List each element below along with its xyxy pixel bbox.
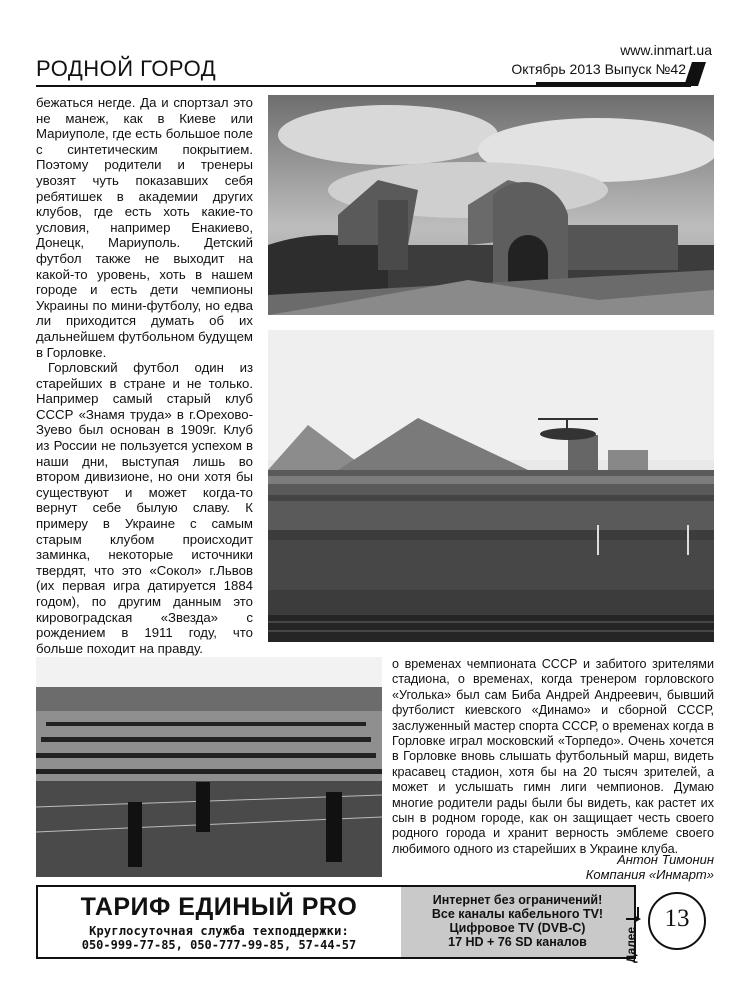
site-url: www.inmart.ua — [620, 42, 712, 58]
header-slant-bar — [536, 62, 706, 86]
next-page-arrow — [618, 905, 644, 965]
ad-support-label: Круглосуточная служба техподдержки: — [89, 924, 349, 938]
article-paragraph: бежаться негде. Да и спортзал это не манеж, как в Киеве или Мариуполе, где есть большое поле с синтетическим покрытием. Поэтому родители и тренеры увозят чуть показавших себя ребятишек в академии других клубов, где есть хоть какие-то условия, например Енакиево, Донецк, Мариуполь. Детский футбол также не выходит на какой-то уровень, хоть в нашем городе и есть дети чемпионы Украины по мини-футболу, но едва ли приходится думать об их дальнейшем футбольном будущем в Горловке. — [36, 95, 254, 360]
article-paragraph: о временах чемпионата СССР и забитого зрителями стадиона, о временах, когда тренером горловского «Уголька» был сам Биба Андрей Андреевич, бывший футболист киевского «Динамо» и сборной СССР, заслуженный мастер спорта СССР, о временах когда в Горловке играл московский «Торпедо». Очень хочется в Горловке вновь слышать футбольный марш, видеть красавец стадион, хотя бы на 20 тысяч зрителей, а может и услышать гимн лиги чемпионов. Думаю многие родители рады были бы видеть, как растет их сын в родном городе, как он защищает честь своего родного города и хранит верность эмблеме своего любимого одного из старейших в Украине клуба. — [392, 657, 714, 856]
photo-stadium-crowd — [268, 330, 714, 642]
photo-stadium-parade — [36, 657, 382, 877]
ad-feature-line: Цифровое TV (DVB-C) — [449, 921, 586, 935]
ad-feature-line: Все каналы кабельного TV! — [431, 907, 604, 921]
issue-label: Октябрь 2013 Выпуск №42 — [511, 61, 686, 77]
ad-feature-line: 17 HD + 76 SD каналов — [448, 935, 587, 949]
article-right-column — [392, 657, 714, 857]
article-paragraph: Горловский футбол один из старейших в стране и не только. Например самый старый клуб СССР «Знамя труда» в г.Орехово-Зуево был основан в 1909г. Клуб из России не пользуется успехом в наши дни, выступая лишь во втором дивизионе, но они хотя бы существуют и может когда-то вернут себе былую славу. К примеру в Украине с самым старым клубом происходит заминка, некоторые источники твердят, что это «Сокол» г.Львов (их первая игра датируется 1884 годом), по другим данным это кировоградская «Звезда» с рождением в 1911 году, что больше походит на правду. — [36, 360, 253, 656]
ad-phones: 050-999-77-85, 050-777-99-85, 57-44-57 — [81, 938, 357, 952]
page-number: 13 — [664, 905, 690, 932]
author-name: Антон Тимонин — [617, 852, 714, 867]
ad-feature-line: Интернет без ограничений! — [432, 893, 603, 907]
ad-title: ТАРИФ ЕДИНЫЙ PRO — [80, 893, 358, 921]
next-label: Далее — [624, 926, 638, 963]
section-title: РОДНОЙ ГОРОД — [36, 56, 217, 81]
author-company: Компания «Инмарт» — [585, 867, 714, 882]
photo-stadium-ruins — [268, 95, 714, 315]
